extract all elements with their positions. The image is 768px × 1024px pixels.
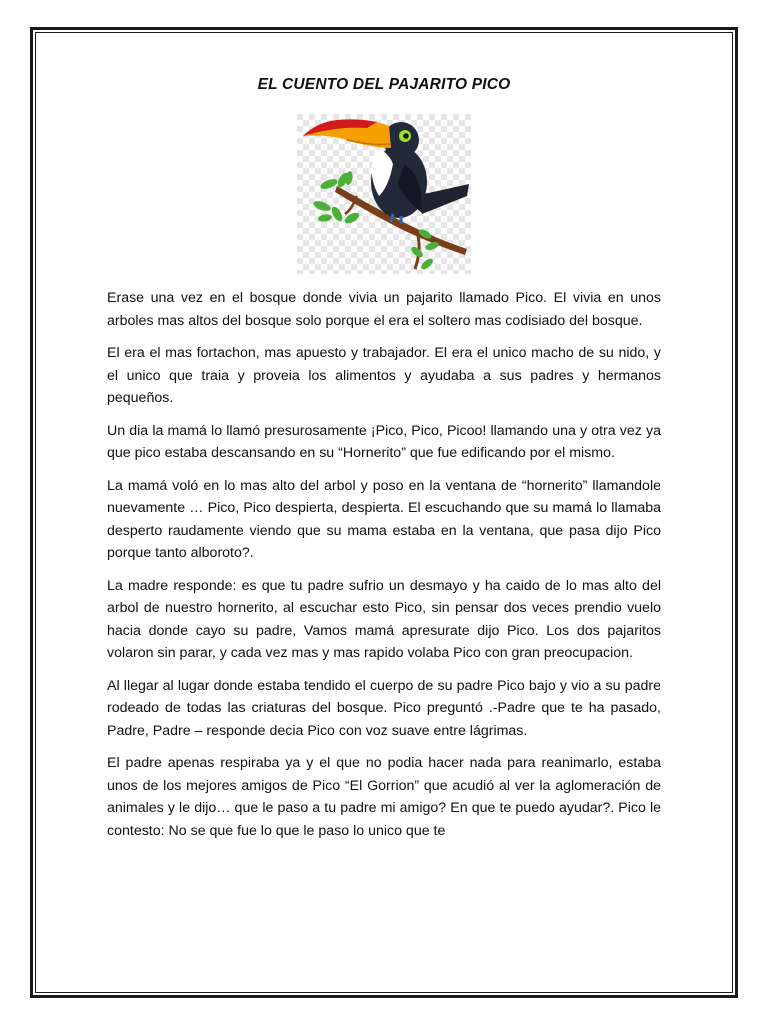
story-body [107,287,661,852]
paragraph-3: Un dia la mamá lo llamó presurosamente ¡Pico, Pico, Picoo! llamando una y otra vez ya que pico estaba descansando en su “Hornerito” que fue edificando por el mismo. [107,422,661,461]
paragraph-7: El padre apenas respiraba ya y el que no podia hacer nada para reanimarlo, estaba unos de los mejores amigos de Pico “El Gorrion” que acudió al ver la aglomeración de animales y le dijo… que le paso a tu padre mi amigo? En que te puedo ayudar?. Pico le contesto: No se que fue lo que le paso lo unico que te [107,755,661,839]
paragraph-5: La madre responde: es que tu padre sufrio un desmayo y ha caido de lo mas alto del arbol de nuestro hornerito, al escuchar esto Pico, sin pensar dos veces prendio vuelo hacia donde cayo su padre, Vamos mamá apresurate dijo Pico. Los dos pajaritos volaron sin parar, y cada vez mas y mas rapido volaba Pico con gran preocupacion. [107,577,661,661]
document-title: EL CUENTO DEL PAJARITO PICO [257,76,511,93]
paragraph-2: El era el mas fortachon, mas apuesto y trabajador. El era el unico macho de su nido, y el unico que traia y proveia los alimentos y ayudaba a sus padres y hermanos pequeños. [107,345,661,406]
paragraph-1: Erase una vez en el bosque donde vivia un pajarito llamado Pico. El vivia en unos arboles mas altos del bosque solo porque el era el soltero mas codisiado del bosque. [107,290,661,329]
paragraph-6: Al llegar al lugar donde estaba tendido el cuerpo de su padre Pico bajo y vio a su padre rodeado de todas las criaturas del bosque. Pico preguntó .-Padre que te ha pasado, Padre, Padre – responde decia Pico con voz suave entre lágrimas. [107,677,661,739]
toucan-illustration [297,114,471,274]
paragraph-4: La mamá voló en lo mas alto del arbol y poso en la ventana de “hornerito” llamandole nuevamente … Pico, Pico despierta, despierta. El escuchando que su mamá lo llamaba desperto raudamente viendo que su mama estaba en la ventana, que pasa dijo Pico porque tanto alboroto?. [107,477,661,561]
